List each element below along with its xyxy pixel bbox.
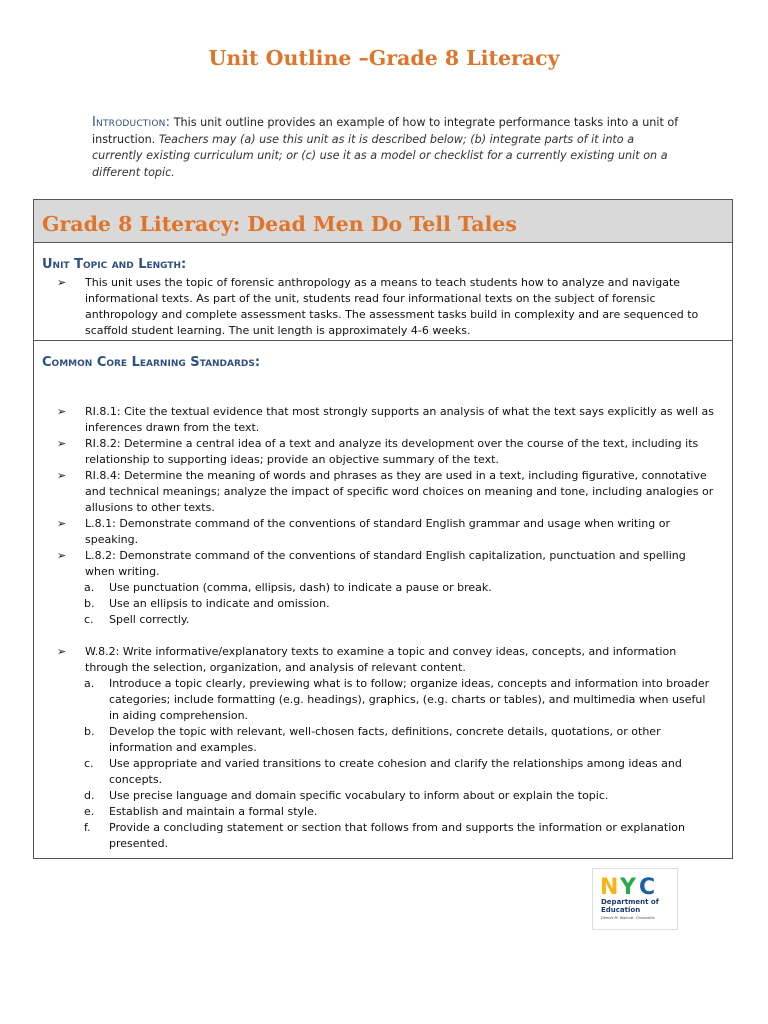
sub-item-text: Spell correctly. bbox=[109, 613, 190, 626]
standard-text: RI.8.1: Cite the textual evidence that most strongly supports an analysis of what the text says explicitly as well as inferences drawn from the text. bbox=[85, 405, 714, 434]
introduction-paragraph bbox=[92, 115, 682, 181]
arrow-bullet-icon: ➢ bbox=[57, 405, 67, 418]
standard-item bbox=[42, 516, 718, 548]
sub-item-letter: b. bbox=[84, 725, 95, 738]
unit-heading-row bbox=[34, 200, 732, 243]
sub-item-letter: b. bbox=[84, 597, 95, 610]
arrow-bullet-icon: ➢ bbox=[57, 645, 67, 658]
sub-item bbox=[42, 820, 718, 852]
sub-item bbox=[42, 612, 718, 628]
page-title: Unit Outline –Grade 8 Literacy bbox=[208, 46, 560, 70]
nyc-logo-graphic bbox=[593, 869, 677, 929]
standard-item bbox=[42, 548, 718, 580]
logo-letter-y: Y bbox=[620, 875, 636, 900]
standards-section bbox=[34, 341, 732, 852]
introduction-label: Introduction: bbox=[92, 115, 171, 130]
sub-item-letter: d. bbox=[84, 789, 95, 802]
unit-outline-table bbox=[33, 199, 733, 859]
sub-item-text: Introduce a topic clearly, previewing what is to follow; organize ideas, concepts and information into broader categories; include formatting (e.g. headings), graphics, (e.g. charts or tables), and multimedia when useful in aiding comprehension. bbox=[109, 677, 710, 722]
logo-line-3: Dennis M. Walcott, Chancellor bbox=[601, 916, 655, 920]
sub-item-text: Provide a concluding statement or section that follows from and supports the information or explanation presented. bbox=[109, 821, 685, 850]
sub-item-text: Develop the topic with relevant, well-chosen facts, definitions, concrete details, quotations, or other information and examples. bbox=[109, 725, 661, 754]
sub-item-text: Use an ellipsis to indicate and omission. bbox=[109, 597, 330, 610]
unit-topic-title: Unit Topic and Length: bbox=[42, 257, 187, 272]
standard-item bbox=[42, 436, 718, 468]
nyc-doe-logo bbox=[592, 868, 678, 930]
arrow-bullet-icon: ➢ bbox=[57, 517, 67, 530]
standard-text: RI.8.4: Determine the meaning of words and phrases as they are used in a text, including figurative, connotative and technical meanings; analyze the impact of specific word choices on meaning and tone, including analogies or allusions to other texts. bbox=[85, 469, 714, 514]
sub-item-letter: e. bbox=[84, 805, 95, 818]
standard-text: L.8.1: Demonstrate command of the conventions of standard English grammar and usage when writing or speaking. bbox=[85, 517, 670, 546]
sub-item bbox=[42, 804, 718, 820]
logo-line-2: Education bbox=[601, 906, 641, 914]
arrow-bullet-icon: ➢ bbox=[57, 549, 67, 562]
standard-text: RI.8.2: Determine a central idea of a text and analyze its development over the course of the text, including its relationship to supporting ideas; provide an objective summary of the text. bbox=[85, 437, 699, 466]
arrow-bullet-icon: ➢ bbox=[57, 469, 67, 482]
introduction-italic-text: Teachers may (a) use this unit as it is described below; (b) integrate parts of it into a currently existing curriculum unit; or (c) use it as a model or checklist for a currently existing unit on a different topic. bbox=[92, 132, 668, 179]
logo-letter-c: C bbox=[639, 875, 656, 900]
sub-item bbox=[42, 756, 718, 788]
sub-item-text: Use precise language and domain specific vocabulary to inform about or explain the topic. bbox=[109, 789, 609, 802]
sub-item-text: Use punctuation (comma, ellipsis, dash) to indicate a pause or break. bbox=[109, 581, 492, 594]
unit-topic-text: This unit uses the topic of forensic anthropology as a means to teach students how to analyze and navigate informational texts. As part of the unit, students read four informational texts on the subject of forensic anthropology and complete assessment tasks. The assessment tasks build in complexity and are sequenced to scaffold student learning. The unit length is approximately 4-6 weeks. bbox=[85, 276, 699, 337]
unit-topic-section bbox=[34, 243, 732, 341]
sub-item-text: Establish and maintain a formal style. bbox=[109, 805, 318, 818]
sub-item-letter: a. bbox=[84, 581, 95, 594]
sub-item-text: Use appropriate and varied transitions to create cohesion and clarify the relationships among ideas and concepts. bbox=[109, 757, 682, 786]
sub-item bbox=[42, 788, 718, 804]
sub-item-letter: f. bbox=[84, 821, 91, 834]
sub-item-letter: a. bbox=[84, 677, 95, 690]
standard-text: W.8.2: Write informative/explanatory texts to examine a topic and convey ideas, concepts, and information through the selection, organization, and analysis of relevant content. bbox=[85, 645, 677, 674]
introduction-text: This unit outline provides an example of how to integrate performance tasks into a unit of instruction. bbox=[92, 116, 679, 146]
sub-item bbox=[42, 580, 718, 596]
standard-item bbox=[42, 404, 718, 436]
logo-letter-n: N bbox=[600, 875, 619, 900]
sub-item-letter: c. bbox=[84, 757, 94, 770]
unit-heading: Grade 8 Literacy: Dead Men Do Tell Tales bbox=[42, 212, 517, 236]
standards-title: Common Core Learning Standards: bbox=[42, 355, 261, 370]
sub-item bbox=[42, 676, 718, 724]
sub-item-letter: c. bbox=[84, 613, 94, 626]
logo-line-1: Department of bbox=[601, 898, 659, 906]
standard-item bbox=[42, 468, 718, 516]
sub-item bbox=[42, 596, 718, 612]
standard-text: L.8.2: Demonstrate command of the conventions of standard English capitalization, punctuation and spelling when writing. bbox=[85, 549, 686, 578]
unit-topic-bullet bbox=[42, 275, 718, 339]
arrow-bullet-icon: ➢ bbox=[57, 437, 67, 450]
sub-item bbox=[42, 724, 718, 756]
arrow-bullet-icon: ➢ bbox=[57, 276, 67, 289]
standard-item bbox=[42, 644, 718, 676]
